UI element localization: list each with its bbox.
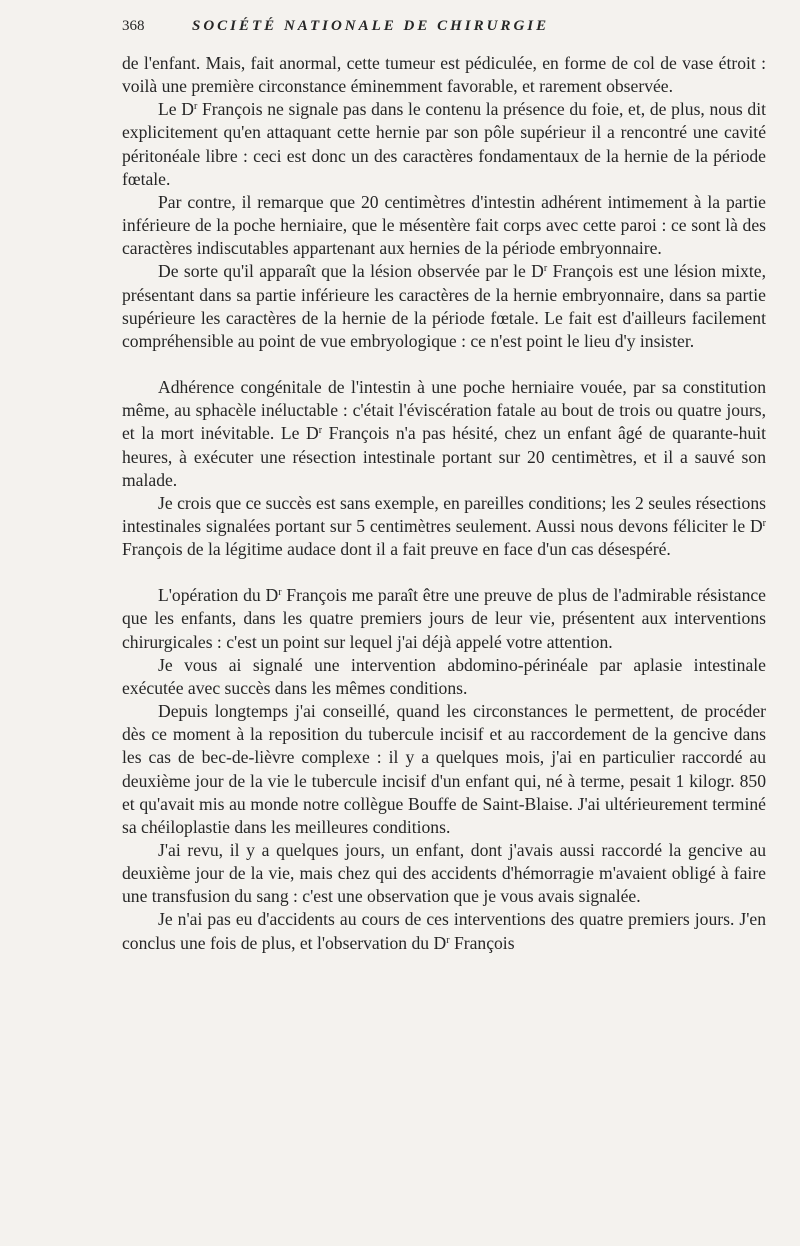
running-title: SOCIÉTÉ NATIONALE DE CHIRURGIE [192,18,550,34]
paragraph: Je n'ai pas eu d'accidents au cours de ces interventions des quatre premiers jours. J'en conclus une fois de plus, et l'observation du $D^r$ François [122,909,766,953]
paragraph: Depuis longtemps j'ai conseillé, quand les circonstances le permettent, de procéder dès ce moment à la reposition du tubercule incisif et au raccordement de la gencive dans les cas de bec-de-lièvre complexe : il y a quelques mois, j'ai en particulier raccordé au deuxième jour de la vie le tubercule incisif d'un enfant qui, né à terme, pesait 1 kilogr. 850 et qu'avait mis au monde notre collègue Bouffe de Saint-Blaise. J'ai ultérieurement terminé sa chéiloplastie dans les meilleures conditions. [122,701,766,837]
paragraph: Par contre, il remarque que 20 centimètres d'intestin adhérent intimement à la partie inférieure de la poche herniaire, que le mésentère fait corps avec cette paroi : ce sont là des caractères indiscutables appartenant aux hernies de la période embryonnaire. [122,191,766,259]
page-header [122,18,766,46]
paragraph: De sorte qu'il apparaît que la lésion observée par le $D^r$ François est une lésion mixte, présentant dans sa partie inférieure les caractères de la hernie embryonnaire, dans sa partie supérieure les caractères de la hernie de la période fœtale. Le fait est d'ailleurs facilement compréhensible au point de vue embryologique : ce n'est point le lieu d'y insister. [122,261,766,351]
paragraph: de l'enfant. Mais, fait anormal, cette tumeur est pédiculée, en forme de col de vase étroit : voilà une première circonstance éminemment favorable, et rarement observée. [122,53,766,97]
paragraph: L'opération du $D^r$ François me paraît être une preuve de plus de l'admirable résistance que les enfants, dans les quatre premiers jours de leur vie, présentent aux interventions chirurgicales : c'est un point sur lequel j'ai déjà appelé votre attention. [122,585,766,652]
paragraph: Le $D^r$ François ne signale pas dans le contenu la présence du foie, et, de plus, nous dit explicitement qu'en attaquant cette hernie par son pôle supérieur il a rencontré une cavité péritonéale libre : ceci est donc un des caractères fondamentaux de la hernie de la période fœtale. [122,99,766,189]
paragraph: J'ai revu, il y a quelques jours, un enfant, dont j'avais aussi raccordé la gencive au deuxième jour de la vie, mais chez qui des accidents d'hémorragie m'avaient obligé à faire une transfusion du sang : c'est une observation que je vous avais signalée. [122,840,766,907]
paragraph: Je crois que ce succès est sans exemple, en pareilles conditions; les 2 seules résections intestinales signalées portant sur 5 centimètres seulement. Aussi nous devons féliciter le $D^r$ François de la légitime audace dont il a fait preuve en face d'un cas désespéré. [122,492,766,560]
paragraph: Je vous ai signalé une intervention abdomino-périnéale par aplasie intestinale exécutée avec succès dans les mêmes conditions. [122,654,766,698]
body-text [122,52,766,955]
page-number: 368 [122,18,145,34]
paragraph: Adhérence congénitale de l'intestin à une poche herniaire vouée, par sa constitution même, au sphacèle inéluctable : c'était l'éviscération fatale au bout de trois ou quatre jours, et la mort inévitable. Le $D^r$ François n'a pas hésité, chez un enfant âgé de quarante-huit heures, à exécuter une résection intestinale portant sur 20 centimètres, et il a sauvé son malade. [122,377,766,490]
